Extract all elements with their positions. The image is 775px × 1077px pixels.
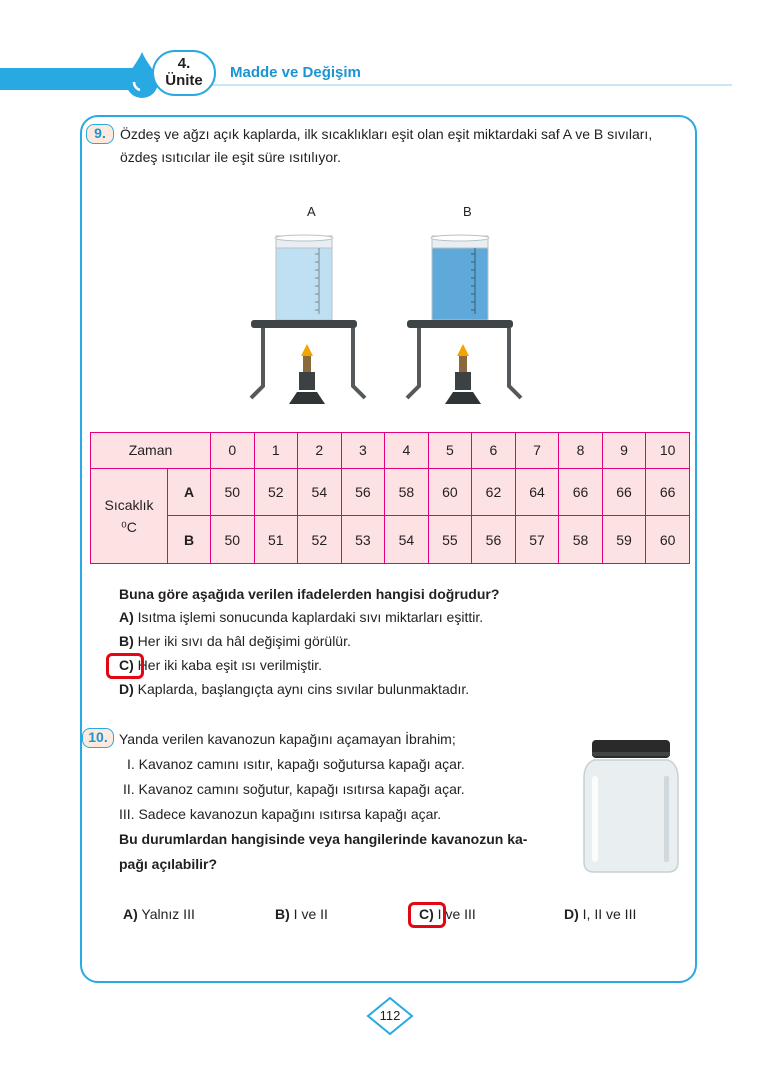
question-number-9: 9. [86, 124, 114, 144]
answer-key: D) [564, 906, 579, 922]
unit-label: Ünite [165, 72, 203, 89]
answer-key: C) [419, 906, 434, 922]
table-row-time [91, 433, 690, 469]
table-cell: 62 [472, 468, 516, 516]
page-number: 112 [379, 1008, 401, 1023]
table-cell: 50 [211, 516, 255, 564]
option-c[interactable] [119, 657, 322, 673]
question-prompt-line1: Bu durumlardan hangisinde veya hangilerinde kavanozun ka- [119, 831, 528, 847]
table-cell: 52 [254, 468, 298, 516]
table-cell: 64 [515, 468, 559, 516]
table-cell: 10 [646, 433, 690, 469]
table-cell: 59 [602, 516, 646, 564]
table-cell: 50 [211, 468, 255, 516]
question-intro: Yanda verilen kavanozun kapağını açamayan İbrahim; [119, 731, 456, 747]
time-header: Zaman [91, 433, 211, 469]
answer-text: I ve III [437, 906, 476, 922]
table-cell: 8 [559, 433, 603, 469]
table-cell: 3 [341, 433, 385, 469]
table-cell: 66 [646, 468, 690, 516]
table-cell: 53 [341, 516, 385, 564]
table-cell: 0 [211, 433, 255, 469]
chapter-title: Madde ve Değişim [230, 64, 361, 81]
temperature-unit: ⁰C [121, 518, 137, 535]
table-cell: 5 [428, 433, 472, 469]
table-cell: 2 [298, 433, 342, 469]
temperature-label: Sıcaklık [104, 496, 154, 513]
question-text-line1: Özdeş ve ağzı açık kaplarda, ilk sıcaklıkları eşit olan eşit miktardaki saf A ve B sıvıları, [120, 126, 653, 142]
answer-text: Yalnız III [141, 906, 195, 922]
option-a[interactable] [119, 609, 483, 625]
statement-2: II. Kavanoz camını soğutur, kapağı ısıtırsa kapağı açar. [123, 781, 465, 797]
table-row-a [91, 468, 690, 516]
table-cell: 56 [472, 516, 516, 564]
option-text: Her iki kaba eşit ısı verilmiştir. [137, 657, 323, 673]
statement-1: I. Kavanoz camını ısıtır, kapağı soğutursa kapağı açar. [127, 756, 465, 772]
table-cell: 54 [298, 468, 342, 516]
temperature-header [91, 468, 168, 563]
beaker-b-apparatus [401, 232, 533, 408]
table-cell: 66 [559, 468, 603, 516]
option-text: Isıtma işlemi sonucunda kaplardaki sıvı miktarları eşittir. [137, 609, 484, 625]
answer-b[interactable] [275, 906, 328, 922]
beaker-a-apparatus [245, 232, 377, 408]
answer-mark [106, 653, 144, 679]
table-cell: 58 [559, 516, 603, 564]
option-key: A) [119, 609, 134, 625]
table-cell: 66 [602, 468, 646, 516]
question-prompt: Buna göre aşağıda verilen ifadelerden hangisi doğrudur? [119, 586, 500, 602]
glass-jar-image [578, 738, 684, 874]
question-text-line2: özdeş ısıtıcılar ile eşit süre ısıtılıyor. [120, 149, 341, 165]
table-cell: 58 [385, 468, 429, 516]
answer-mark [408, 902, 446, 928]
table-cell: 7 [515, 433, 559, 469]
table-cell: 57 [515, 516, 559, 564]
temperature-table [90, 432, 690, 564]
row-label-a: A [168, 468, 211, 516]
table-cell: 54 [385, 516, 429, 564]
table-cell: 60 [428, 468, 472, 516]
answer-text: I ve II [293, 906, 328, 922]
statement-3: III. Sadece kavanozun kapağını ısıtırsa kapağı açar. [119, 806, 442, 822]
row-label-b: B [168, 516, 211, 564]
option-key: B) [119, 633, 134, 649]
unit-badge [152, 50, 216, 96]
question-prompt-line2: pağı açılabilir? [119, 856, 218, 872]
answer-text: I, II ve III [582, 906, 637, 922]
unit-number: 4. [177, 55, 191, 72]
table-cell: 60 [646, 516, 690, 564]
table-row-b [91, 516, 690, 564]
table-cell: 9 [602, 433, 646, 469]
answer-key: B) [275, 906, 290, 922]
table-cell: 56 [341, 468, 385, 516]
beaker-b-label: B [463, 204, 472, 219]
table-cell: 1 [254, 433, 298, 469]
option-d[interactable] [119, 681, 469, 697]
option-text: Kaplarda, başlangıçta aynı cins sıvılar bulunmaktadır. [137, 681, 470, 697]
table-cell: 6 [472, 433, 516, 469]
question-number-10: 10. [82, 728, 114, 748]
answer-d[interactable] [564, 906, 636, 922]
answer-key: A) [123, 906, 138, 922]
header-line [212, 84, 732, 86]
table-cell: 55 [428, 516, 472, 564]
table-cell: 52 [298, 516, 342, 564]
option-b[interactable] [119, 633, 351, 649]
option-text: Her iki sıvı da hâl değişimi görülür. [137, 633, 351, 649]
option-key: D) [119, 681, 134, 697]
table-cell: 51 [254, 516, 298, 564]
beaker-a-label: A [307, 204, 316, 219]
table-cell: 4 [385, 433, 429, 469]
option-key: C) [119, 657, 134, 673]
answer-a[interactable] [123, 906, 195, 922]
